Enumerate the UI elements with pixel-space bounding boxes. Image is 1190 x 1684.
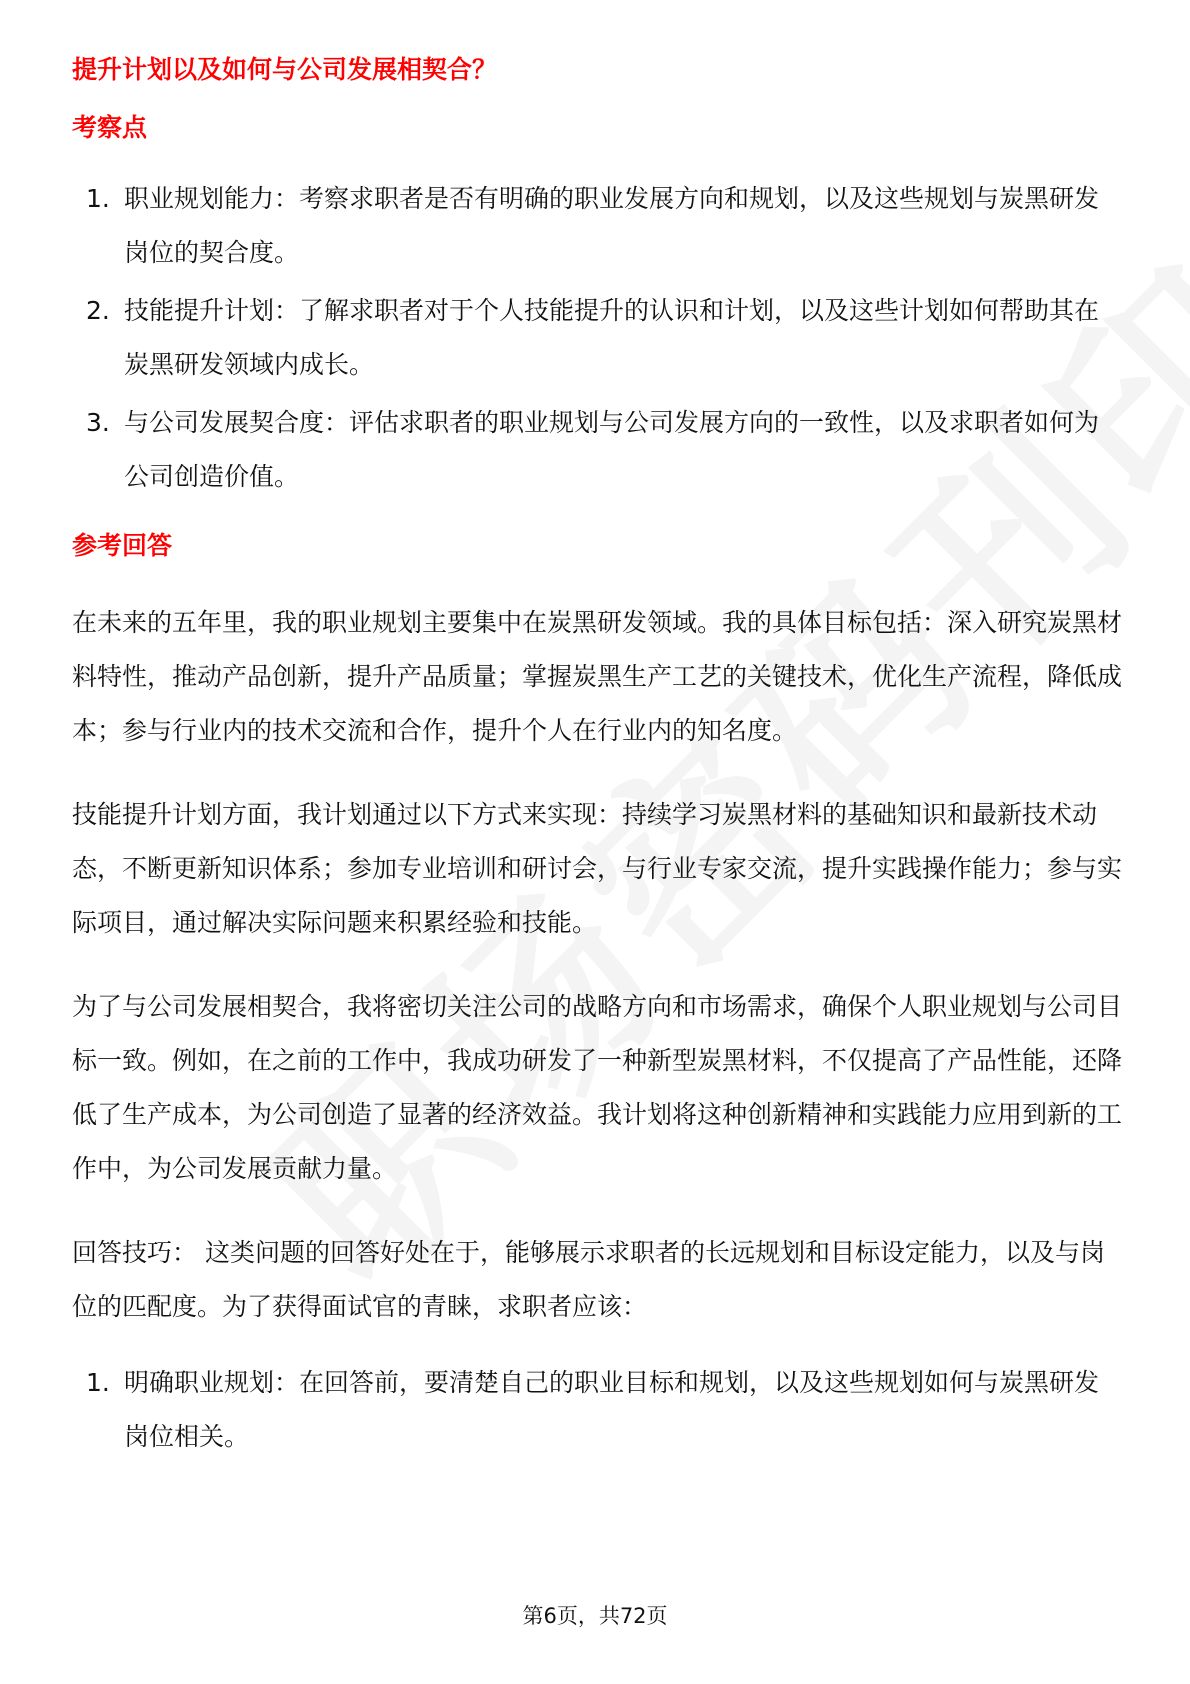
page-content bbox=[72, 50, 1122, 1468]
question-title: 提升计划以及如何与公司发展相契合？ bbox=[72, 55, 498, 84]
observation-heading: 考察点 bbox=[72, 113, 148, 142]
list-item-text: 明确职业规划：在回答前，要清楚自己的职业目标和规划，以及这些规划如何与炭黑研发岗位相关。 bbox=[124, 1368, 1100, 1451]
list-item bbox=[72, 284, 1122, 392]
list-item bbox=[72, 172, 1122, 280]
tips-list bbox=[72, 1356, 1122, 1464]
answer-tips-intro: 回答技巧： 这类问题的回答好处在于，能够展示求职者的长远规划和目标设定能力，以及与岗位的匹配度。为了获得面试官的青睐，求职者应该： bbox=[72, 1238, 1105, 1321]
list-item-text: 职业规划能力：考察求职者是否有明确的职业发展方向和规划，以及这些规划与炭黑研发岗位的契合度。 bbox=[124, 184, 1100, 267]
list-item bbox=[72, 1356, 1122, 1464]
list-item-text: 技能提升计划：了解求职者对于个人技能提升的认识和计划，以及这些计划如何帮助其在炭黑研发领域内成长。 bbox=[124, 296, 1100, 379]
answer-paragraph: 技能提升计划方面，我计划通过以下方式来实现：持续学习炭黑材料的基础知识和最新技术动态，不断更新知识体系；参加专业培训和研讨会，与行业专家交流，提升实践操作能力；参与实际项目，通过解决实际问题来积累经验和技能。 bbox=[72, 800, 1123, 937]
list-item-number: 1. bbox=[86, 184, 110, 213]
list-item-number: 2. bbox=[86, 296, 110, 325]
observation-list bbox=[72, 172, 1122, 504]
list-item-number: 3. bbox=[86, 408, 110, 437]
answer-paragraph: 为了与公司发展相契合，我将密切关注公司的战略方向和市场需求，确保个人职业规划与公司目标一致。例如，在之前的工作中，我成功研发了一种新型炭黑材料，不仅提高了产品性能，还降低了生产成本，为公司创造了显著的经济效益。我计划将这种创新精神和实践能力应用到新的工作中，为公司发展贡献力量。 bbox=[72, 992, 1123, 1183]
page-footer: 第6页，共72页 bbox=[522, 1604, 668, 1628]
list-item-number: 1. bbox=[86, 1368, 110, 1397]
list-item bbox=[72, 396, 1122, 504]
answer-heading: 参考回答 bbox=[72, 531, 173, 560]
list-item-text: 与公司发展契合度：评估求职者的职业规划与公司发展方向的一致性，以及求职者如何为公司创造价值。 bbox=[124, 408, 1100, 491]
answer-paragraph: 在未来的五年里，我的职业规划主要集中在炭黑研发领域。我的具体目标包括：深入研究炭黑材料特性，推动产品创新，提升产品质量；掌握炭黑生产工艺的关键技术，优化生产流程，降低成本；参与行业内的技术交流和合作，提升个人在行业内的知名度。 bbox=[72, 608, 1123, 745]
